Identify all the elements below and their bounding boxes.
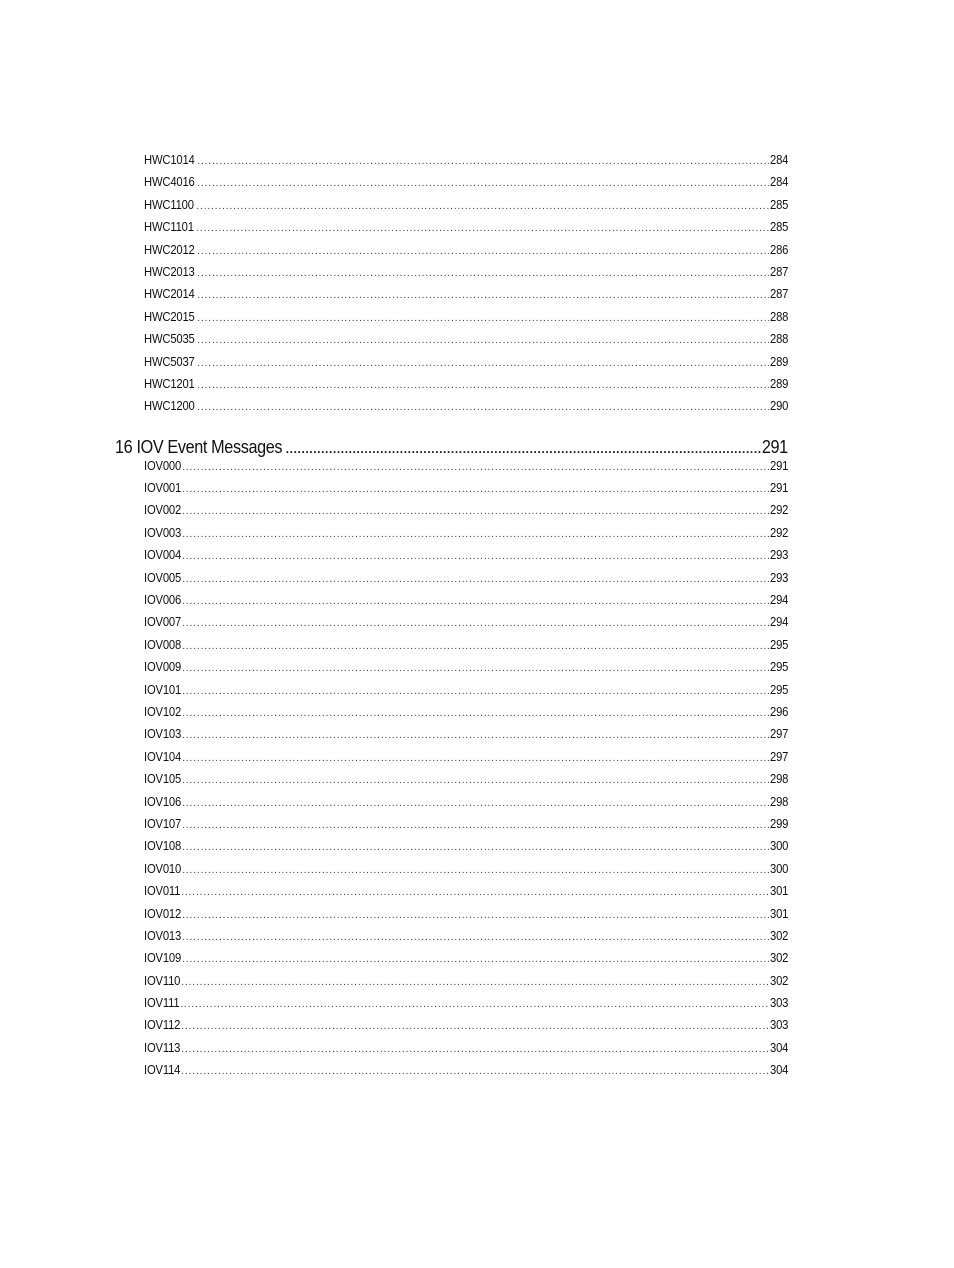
toc-entry-label: IOV000 [144, 458, 182, 473]
toc-entry-label: IOV112 [144, 1018, 181, 1033]
toc-entry-label: IOV005 [144, 570, 182, 585]
dot-leader [182, 524, 769, 546]
toc-entry-page-number: 297 [769, 749, 788, 764]
toc-entry-page-number: 284 [769, 175, 788, 190]
dot-leader [182, 949, 769, 971]
dot-leader [182, 591, 769, 613]
dot-leader [182, 725, 769, 747]
dot-leader [182, 905, 769, 927]
toc-entry-page-number: 295 [769, 682, 788, 697]
toc-entry[interactable] [115, 813, 788, 835]
dot-leader [197, 241, 768, 263]
dot-leader [182, 658, 769, 680]
toc-entry[interactable] [115, 880, 788, 902]
toc-entry-label: IOV004 [144, 548, 182, 563]
toc-entry-label: IOV105 [144, 772, 182, 787]
toc-entry-label: IOV107 [144, 816, 182, 831]
dot-leader [182, 501, 769, 523]
toc-entry[interactable] [115, 328, 788, 350]
dot-leader [197, 308, 768, 330]
toc-entry-page-number: 288 [769, 332, 788, 347]
dot-leader [182, 613, 769, 635]
dot-leader [180, 994, 768, 1016]
toc-entry[interactable] [115, 947, 788, 969]
dot-leader [182, 703, 769, 725]
dot-leader [197, 397, 768, 419]
toc-entry-label: IOV002 [144, 503, 182, 518]
toc-entry-page-number: 287 [769, 264, 788, 279]
toc-entry[interactable] [115, 925, 788, 947]
toc-entry-label: HWC1100 [144, 197, 194, 212]
toc-entry-label: IOV008 [144, 637, 182, 652]
dot-leader [197, 263, 768, 285]
toc-entry-label: IOV108 [144, 839, 182, 854]
dot-leader [182, 636, 769, 658]
dot-leader [197, 330, 768, 352]
dot-leader [197, 353, 768, 375]
chapter-page-number: 291 [762, 436, 788, 457]
toc-entry[interactable] [115, 992, 788, 1014]
toc-entry[interactable] [115, 373, 788, 395]
toc-entry-label: HWC5035 [144, 332, 195, 347]
dot-leader [196, 196, 768, 218]
toc-entry-page-number: 304 [769, 1040, 788, 1055]
toc-entry-page-number: 291 [769, 458, 788, 473]
toc-entry[interactable] [115, 351, 788, 373]
table-of-contents [115, 149, 788, 1082]
dot-leader [197, 151, 768, 173]
dot-leader [182, 546, 769, 568]
iov-entry-list [115, 455, 788, 1082]
chapter-title: 16 IOV Event Messages [115, 436, 283, 457]
toc-entry[interactable] [115, 835, 788, 857]
toc-entry-page-number: 301 [769, 906, 788, 921]
toc-entry-label: IOV001 [144, 481, 182, 496]
toc-entry-page-number: 286 [769, 242, 788, 257]
toc-entry-page-number: 285 [769, 220, 788, 235]
toc-entry-label: IOV009 [144, 660, 182, 675]
toc-entry[interactable] [115, 768, 788, 790]
dot-leader [181, 1061, 768, 1083]
toc-entry[interactable] [115, 970, 788, 992]
toc-entry-page-number: 288 [769, 309, 788, 324]
toc-entry-label: IOV010 [144, 861, 182, 876]
toc-entry[interactable] [115, 283, 788, 305]
dot-leader [181, 1039, 768, 1061]
toc-entry-page-number: 294 [769, 615, 788, 630]
dot-leader [182, 569, 769, 591]
toc-entry-page-number: 289 [769, 354, 788, 369]
toc-entry-page-number: 303 [769, 1018, 788, 1033]
toc-entry-label: IOV003 [144, 525, 182, 540]
toc-entry-page-number: 296 [769, 704, 788, 719]
toc-entry-page-number: 292 [769, 525, 788, 540]
toc-entry-page-number: 300 [769, 861, 788, 876]
toc-entry-page-number: 295 [769, 637, 788, 652]
hwc-entry-list [115, 149, 788, 418]
toc-entry[interactable] [115, 477, 788, 499]
toc-entry-label: HWC1014 [144, 153, 195, 167]
toc-entry-label: IOV106 [144, 794, 182, 809]
toc-entry-label: IOV013 [144, 928, 182, 943]
toc-entry[interactable] [115, 216, 788, 238]
toc-entry-page-number: 298 [769, 794, 788, 809]
toc-entry-label: HWC2013 [144, 264, 195, 279]
toc-entry-page-number: 304 [769, 1063, 788, 1078]
toc-entry[interactable] [115, 1014, 788, 1036]
toc-entry-page-number: 294 [769, 593, 788, 608]
toc-entry-label: IOV012 [144, 906, 182, 921]
dot-leader [182, 860, 769, 882]
toc-entry-label: IOV113 [144, 1040, 181, 1055]
toc-entry-label: IOV101 [144, 682, 182, 697]
toc-entry[interactable] [115, 544, 788, 566]
toc-entry[interactable] [115, 522, 788, 544]
toc-entry-label: HWC1200 [144, 399, 195, 414]
toc-entry-label: IOV102 [144, 704, 182, 719]
dot-leader [196, 218, 768, 240]
dot-leader [182, 815, 769, 837]
toc-entry[interactable] [115, 194, 788, 216]
toc-entry-page-number: 302 [769, 973, 788, 988]
toc-entry-page-number: 302 [769, 951, 788, 966]
toc-entry[interactable] [115, 723, 788, 745]
toc-entry[interactable] [115, 679, 788, 701]
dot-leader [182, 770, 769, 792]
toc-entry[interactable] [115, 634, 788, 656]
dot-leader [181, 972, 768, 994]
toc-entry-label: IOV006 [144, 593, 182, 608]
toc-entry-page-number: 299 [769, 816, 788, 831]
toc-entry-label: IOV114 [144, 1063, 181, 1078]
toc-entry[interactable] [115, 567, 788, 589]
toc-entry[interactable] [115, 261, 788, 283]
toc-entry[interactable] [115, 611, 788, 633]
toc-entry[interactable] [115, 171, 788, 193]
toc-entry-page-number: 287 [769, 287, 788, 302]
dot-leader [197, 375, 768, 397]
dot-leader [182, 927, 769, 949]
toc-entry-label: HWC5037 [144, 354, 195, 369]
toc-entry-page-number: 298 [769, 772, 788, 787]
toc-entry[interactable] [115, 903, 788, 925]
dot-leader [182, 837, 769, 859]
toc-entry-page-number: 301 [769, 884, 788, 899]
toc-entry[interactable] [115, 306, 788, 328]
toc-entry[interactable] [115, 149, 788, 171]
toc-entry-label: IOV011 [144, 884, 181, 899]
toc-entry-page-number: 293 [769, 570, 788, 585]
toc-entry-page-number: 290 [769, 399, 788, 414]
toc-entry-label: HWC2015 [144, 309, 195, 324]
toc-entry[interactable] [115, 1059, 788, 1081]
toc-entry-label: HWC1101 [144, 220, 194, 235]
dot-leader [182, 793, 769, 815]
toc-entry-page-number: 291 [769, 481, 788, 496]
dot-leader [182, 457, 769, 479]
toc-entry[interactable] [115, 239, 788, 261]
toc-entry-page-number: 303 [769, 996, 788, 1011]
dot-leader [181, 1016, 768, 1038]
dot-leader [182, 748, 769, 770]
toc-entry[interactable] [115, 701, 788, 723]
dot-leader [181, 882, 768, 904]
toc-entry-page-number: 297 [769, 727, 788, 742]
toc-entry-page-number: 295 [769, 660, 788, 675]
toc-entry[interactable] [115, 791, 788, 813]
toc-entry-label: HWC2012 [144, 242, 195, 257]
toc-entry-label: HWC1201 [144, 376, 195, 391]
toc-entry-page-number: 284 [769, 153, 788, 167]
toc-entry-page-number: 300 [769, 839, 788, 854]
toc-entry-page-number: 302 [769, 928, 788, 943]
toc-entry[interactable] [115, 395, 788, 417]
toc-entry-label: IOV007 [144, 615, 182, 630]
toc-entry[interactable] [115, 499, 788, 521]
dot-leader [197, 173, 768, 195]
dot-leader [182, 681, 769, 703]
toc-entry-page-number: 292 [769, 503, 788, 518]
toc-entry[interactable] [115, 656, 788, 678]
dot-leader [182, 479, 769, 501]
toc-entry-page-number: 285 [769, 197, 788, 212]
toc-entry-page-number: 289 [769, 376, 788, 391]
toc-entry-label: IOV103 [144, 727, 182, 742]
toc-entry[interactable] [115, 589, 788, 611]
toc-entry-label: IOV109 [144, 951, 182, 966]
toc-entry[interactable] [115, 858, 788, 880]
toc-entry[interactable] [115, 746, 788, 768]
toc-entry-label: IOV111 [144, 996, 180, 1011]
toc-entry-label: IOV104 [144, 749, 182, 764]
dot-leader [197, 285, 768, 307]
toc-entry[interactable] [115, 1037, 788, 1059]
toc-entry-label: HWC2014 [144, 287, 195, 302]
toc-entry-label: HWC4016 [144, 175, 195, 190]
toc-entry-page-number: 293 [769, 548, 788, 563]
toc-entry-label: IOV110 [144, 973, 181, 988]
